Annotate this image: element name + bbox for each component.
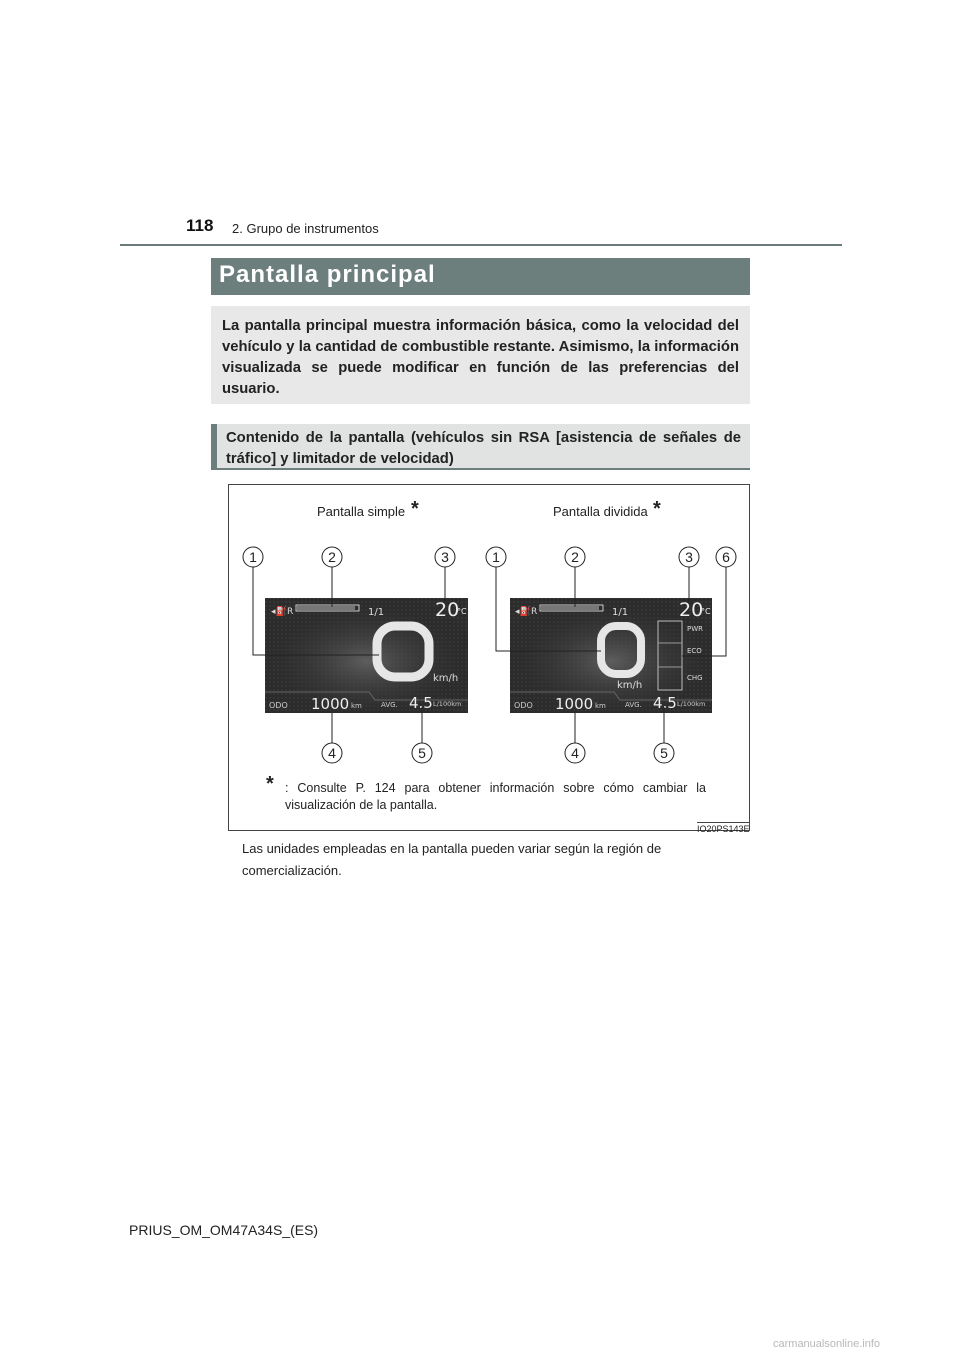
speed-unit: km/h bbox=[433, 673, 459, 684]
split-star: * bbox=[653, 498, 661, 520]
avg-unit: L/100km bbox=[677, 700, 706, 708]
speed-unit: km/h bbox=[617, 680, 643, 691]
gear-indicator: R bbox=[287, 607, 294, 617]
gear-indicator: R bbox=[531, 607, 538, 617]
odo-label: ODO bbox=[514, 701, 533, 710]
trip-indicator: 1/1 bbox=[368, 607, 385, 618]
footnote-text: : Consulte P. 124 para obtener información sobre cómo cambiar la visualización de la pantalla. bbox=[285, 781, 706, 812]
trip-indicator: 1/1 bbox=[612, 607, 629, 618]
simple-star: * bbox=[411, 498, 419, 520]
avg-value: 4.5 bbox=[653, 694, 677, 712]
page-number: 118 bbox=[186, 216, 214, 235]
odo-value: 1000 bbox=[311, 695, 350, 713]
footer-doc-id: PRIUS_OM_OM47A34S_(ES) bbox=[129, 1222, 319, 1238]
hybrid-chg: CHG bbox=[687, 674, 703, 682]
fuel-icon: ◂⛽ bbox=[515, 607, 531, 617]
fuel-icon: ◂⛽ bbox=[271, 607, 287, 617]
odo-unit: km bbox=[351, 702, 362, 710]
odo-label: ODO bbox=[269, 701, 288, 710]
odo-unit: km bbox=[595, 702, 606, 710]
callout-number: 5 bbox=[660, 745, 668, 761]
watermark: carmanualsonline.info bbox=[773, 1338, 881, 1350]
simple-label: Pantalla simple bbox=[317, 504, 406, 519]
units-note: Las unidades empleadas en la pantalla pueden variar según la región de comercialización. bbox=[242, 841, 662, 878]
callout-number: 2 bbox=[571, 549, 579, 565]
avg-label: AVG. bbox=[381, 701, 398, 709]
outside-temperature: 20 bbox=[435, 599, 460, 621]
subheading: Contenido de la pantalla (vehículos sin RSA [asistencia de señales de tráfico] y limitador de velocidad) bbox=[211, 424, 750, 470]
callout-number: 1 bbox=[492, 549, 500, 565]
callout-number: 5 bbox=[418, 745, 426, 761]
section-title: Pantalla principal bbox=[211, 258, 750, 295]
avg-label: AVG. bbox=[625, 701, 642, 709]
header-rule bbox=[120, 244, 842, 246]
callout-number: 4 bbox=[571, 745, 579, 761]
callout-number: 3 bbox=[441, 549, 449, 565]
outside-temperature: 20 bbox=[679, 599, 704, 621]
hybrid-pwr: PWR bbox=[687, 625, 704, 633]
figure-code: IO20PS143E bbox=[697, 824, 750, 834]
split-label: Pantalla dividida bbox=[553, 504, 648, 519]
figure-footnote bbox=[266, 773, 706, 814]
callout-number: 4 bbox=[328, 745, 336, 761]
chapter-title: 2. Grupo de instrumentos bbox=[232, 221, 379, 236]
avg-unit: L/100km bbox=[433, 700, 462, 708]
avg-value: 4.5 bbox=[409, 694, 433, 712]
split-display bbox=[510, 598, 712, 713]
odo-value: 1000 bbox=[555, 695, 594, 713]
figure bbox=[228, 484, 750, 831]
callout-number: 6 bbox=[722, 549, 730, 565]
footnote-star: * bbox=[266, 773, 274, 795]
intro-text: La pantalla principal muestra información básica, como la velocidad del vehículo y la cantidad de combustible restante. Asimismo, la información visualizada se puede modificar en función de las preferencias del usuario. bbox=[211, 306, 750, 404]
callout-number: 2 bbox=[328, 549, 336, 565]
temp-unit: °C bbox=[457, 607, 467, 616]
callout-number: 3 bbox=[685, 549, 693, 565]
instrument-figure bbox=[229, 485, 749, 830]
temp-unit: °C bbox=[701, 607, 711, 616]
callout-number: 1 bbox=[249, 549, 257, 565]
hybrid-eco: ECO bbox=[687, 647, 702, 655]
